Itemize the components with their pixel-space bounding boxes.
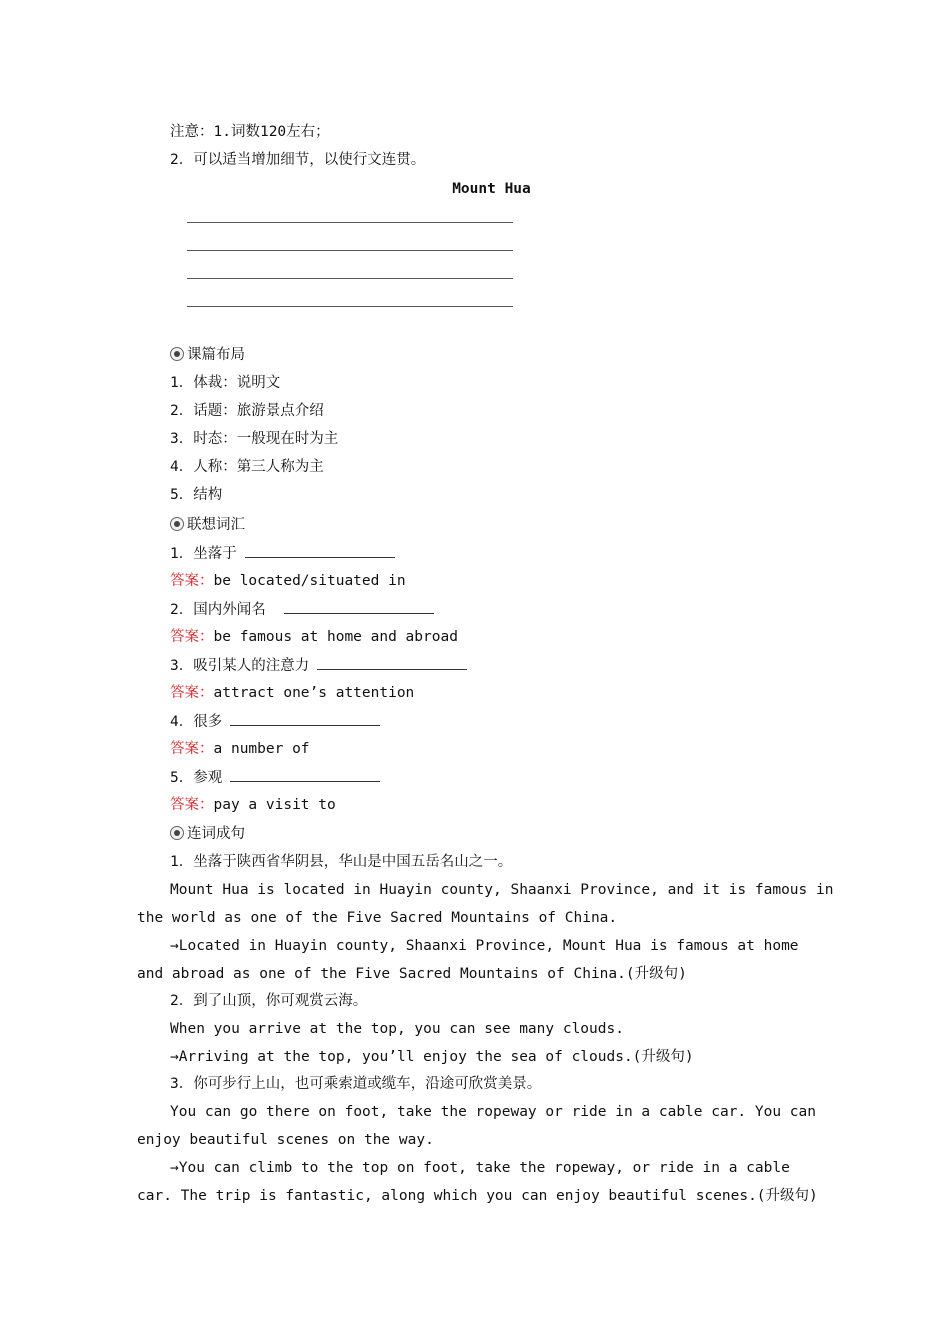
writing-line: [187, 278, 513, 279]
upgraded-sentence: →Arriving at the top, you’ll enjoy the sea of clouds.(升级句): [170, 1049, 694, 1065]
section-heading-text: 联想词汇: [187, 517, 245, 533]
answer-text: be located/situated in: [213, 573, 406, 589]
vocab-prompt: [170, 599, 434, 619]
bullet-icon: [170, 826, 184, 840]
sentence-prompt: 1．坐落于陕西省华阴县，华山是中国五岳名山之一。: [170, 854, 513, 870]
vocab-prompt: [170, 655, 467, 675]
vocab-prompt: [170, 711, 380, 731]
layout-item: 5．结构: [170, 487, 223, 503]
answer-blank: [245, 543, 395, 558]
answer-text: be famous at home and abroad: [213, 629, 458, 645]
vocab-prompt-text: 5．参观: [170, 770, 223, 786]
layout-item: 2．话题：旅游景点介绍: [170, 403, 324, 419]
upgraded-sentence: →You can climb to the top on foot, take the ropeway, or ride in a cable: [170, 1160, 790, 1176]
vocab-prompt-text: 1．坐落于: [170, 546, 237, 562]
answer-blank: [230, 767, 380, 782]
answer-text: attract one’s attention: [213, 685, 415, 701]
section-heading-layout: [170, 345, 245, 365]
answer-blank: [230, 711, 380, 726]
vocab-answer: [170, 571, 406, 591]
writing-line: [187, 250, 513, 251]
answer-text: a number of: [213, 741, 310, 757]
basic-sentence: When you arrive at the top, you can see many clouds.: [170, 1021, 624, 1037]
answer-blank: [284, 599, 434, 614]
vocab-answer: [170, 627, 458, 647]
vocab-answer: [170, 739, 310, 759]
basic-sentence: the world as one of the Five Sacred Mountains of China.: [137, 910, 618, 926]
answer-text: pay a visit to: [213, 797, 336, 813]
section-heading-sentences: [170, 824, 245, 844]
section-heading-text: 课篇布局: [187, 347, 245, 363]
answer-label: 答案：: [170, 741, 214, 757]
upgraded-sentence: and abroad as one of the Five Sacred Mountains of China.(升级句): [137, 966, 687, 982]
answer-label: 答案：: [170, 629, 214, 645]
essay-title: Mount Hua: [452, 181, 531, 197]
sentence-prompt: 3．你可步行上山，也可乘索道或缆车，沿途可欣赏美景。: [170, 1076, 542, 1092]
basic-sentence: You can go there on foot, take the ropeway or ride in a cable car. You can: [170, 1104, 817, 1120]
bullet-icon: [170, 347, 184, 361]
writing-line: [187, 306, 513, 307]
vocab-prompt-text: 2．国内外闻名: [170, 602, 266, 618]
vocab-answer: [170, 683, 414, 703]
vocab-prompt-text: 4．很多: [170, 714, 223, 730]
layout-item: 4．人称：第三人称为主: [170, 459, 324, 475]
basic-sentence: enjoy beautiful scenes on the way.: [137, 1132, 434, 1148]
section-heading-vocab: [170, 515, 245, 535]
bullet-icon: [170, 517, 184, 531]
note-line-2: 2．可以适当增加细节，以使行文连贯。: [170, 152, 426, 168]
sentence-prompt: 2．到了山顶，你可观赏云海。: [170, 993, 368, 1009]
answer-label: 答案：: [170, 573, 214, 589]
basic-sentence: Mount Hua is located in Huayin county, Shaanxi Province, and it is famous in: [170, 882, 834, 898]
note-line-1: 注意：1.词数120左右；: [170, 124, 330, 140]
answer-label: 答案：: [170, 797, 214, 813]
upgraded-sentence: car. The trip is fantastic, along which you can enjoy beautiful scenes.(升级句): [137, 1188, 818, 1204]
layout-item: 3．时态：一般现在时为主: [170, 431, 339, 447]
section-heading-text: 连词成句: [187, 826, 245, 842]
upgraded-sentence: →Located in Huayin county, Shaanxi Province, Mount Hua is famous at home: [170, 938, 799, 954]
layout-item: 1．体裁：说明文: [170, 375, 281, 391]
writing-line: [187, 222, 513, 223]
answer-label: 答案：: [170, 685, 214, 701]
vocab-prompt-text: 3．吸引某人的注意力: [170, 658, 310, 674]
vocab-prompt: [170, 543, 395, 563]
answer-blank: [317, 655, 467, 670]
vocab-prompt: [170, 767, 380, 787]
vocab-answer: [170, 795, 336, 815]
